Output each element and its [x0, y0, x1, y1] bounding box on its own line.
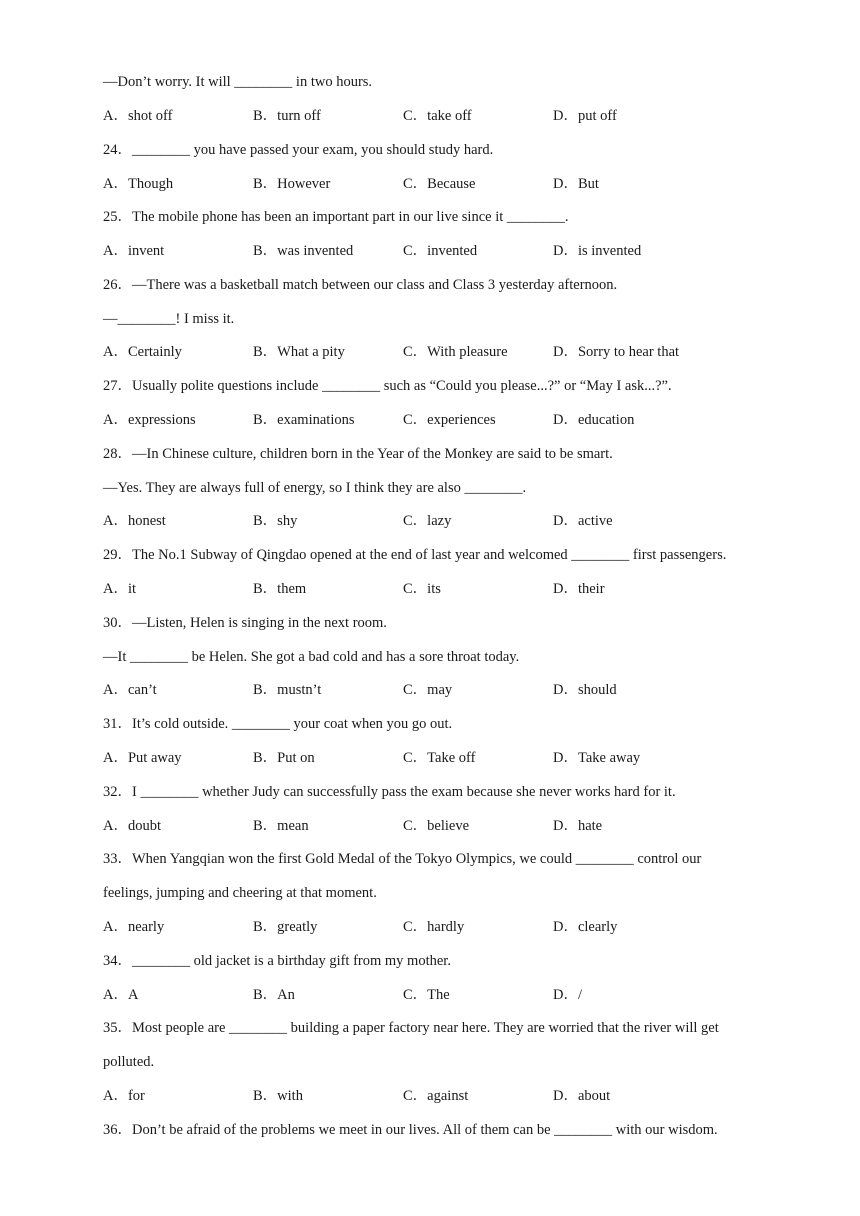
- option-c: C．its: [403, 581, 441, 597]
- option-c: C．take off: [403, 108, 472, 124]
- question-35-options: [103, 1085, 803, 1107]
- option-d: D．clearly: [553, 919, 618, 935]
- question-30-options: [103, 679, 803, 701]
- option-a: A．nearly: [103, 919, 165, 935]
- option-a: A．doubt: [103, 818, 161, 834]
- option-c: C．may: [403, 682, 453, 698]
- option-a: A．Though: [103, 176, 174, 192]
- option-b: B．examinations: [253, 412, 355, 428]
- question-29: 29．The No.1 Subway of Qingdao opened at the end of last year and welcomed ________ first passengers.: [103, 547, 727, 563]
- option-c: C．With pleasure: [403, 344, 508, 360]
- question-27-options: [103, 409, 803, 431]
- option-a: A．Certainly: [103, 344, 182, 360]
- option-d: D．should: [553, 682, 617, 698]
- option-d: D．about: [553, 1088, 611, 1104]
- question-23-answer-prompt: —Don’t worry. It will ________ in two hours.: [103, 74, 373, 90]
- option-b: B．mean: [253, 818, 309, 834]
- option-a: A．invent: [103, 243, 165, 259]
- question-24-options: [103, 173, 803, 195]
- question-33-options: [103, 916, 803, 938]
- option-a: A．it: [103, 581, 137, 597]
- question-26-options: [103, 341, 803, 363]
- question-27: 27．Usually polite questions include ________ such as “Could you please...?” or “May I ask...?”.: [103, 378, 672, 394]
- option-d: D．put off: [553, 108, 617, 124]
- question-28-options: [103, 510, 803, 532]
- question-32: 32．I ________ whether Judy can successfully pass the exam because she never works hard for it.: [103, 784, 676, 800]
- question-28-reply: —Yes. They are always full of energy, so I think they are also ________.: [103, 480, 527, 496]
- option-a: A．expressions: [103, 412, 196, 428]
- option-c: C．believe: [403, 818, 470, 834]
- option-c: C．The: [403, 987, 450, 1003]
- option-b: B．What a pity: [253, 344, 345, 360]
- option-b: B．Put on: [253, 750, 315, 766]
- option-b: B．An: [253, 987, 295, 1003]
- option-c: C．against: [403, 1088, 469, 1104]
- option-b: B．them: [253, 581, 307, 597]
- option-a: A．can’t: [103, 682, 157, 698]
- option-d: D．But: [553, 176, 599, 192]
- option-b: B．However: [253, 176, 331, 192]
- question-33-continued: feelings, jumping and cheering at that moment.: [103, 885, 377, 901]
- question-29-options: [103, 578, 803, 600]
- question-34-options: [103, 984, 803, 1006]
- option-d: D．Sorry to hear that: [553, 344, 680, 360]
- option-b: B．shy: [253, 513, 298, 529]
- option-b: B．turn off: [253, 108, 321, 124]
- question-30: 30．—Listen, Helen is singing in the next room.: [103, 615, 387, 631]
- question-33: 33．When Yangqian won the first Gold Medal of the Tokyo Olympics, we could ________ control our: [103, 851, 702, 867]
- option-a: A．A: [103, 987, 139, 1003]
- question-35-continued: polluted.: [103, 1054, 155, 1070]
- option-d: D．hate: [553, 818, 603, 834]
- question-31: 31．It’s cold outside. ________ your coat when you go out.: [103, 716, 453, 732]
- option-c: C．Take off: [403, 750, 476, 766]
- option-a: A．for: [103, 1088, 145, 1104]
- option-c: C．Because: [403, 176, 476, 192]
- option-b: B．mustn’t: [253, 682, 322, 698]
- option-a: A．shot off: [103, 108, 173, 124]
- question-25-options: [103, 240, 803, 262]
- option-d: D．active: [553, 513, 613, 529]
- option-b: B．greatly: [253, 919, 318, 935]
- option-a: A．Put away: [103, 750, 182, 766]
- question-34: 34．________ old jacket is a birthday gift from my mother.: [103, 953, 451, 969]
- option-a: A．honest: [103, 513, 166, 529]
- option-d: D．Take away: [553, 750, 641, 766]
- question-32-options: [103, 815, 803, 837]
- question-25: 25．The mobile phone has been an important part in our live since it ________.: [103, 209, 569, 225]
- option-d: D．is invented: [553, 243, 642, 259]
- option-b: B．was invented: [253, 243, 354, 259]
- option-c: C．hardly: [403, 919, 465, 935]
- option-d: D．their: [553, 581, 605, 597]
- question-24: 24．________ you have passed your exam, you should study hard.: [103, 142, 494, 158]
- option-b: B．with: [253, 1088, 303, 1104]
- question-35: 35．Most people are ________ building a paper factory near here. They are worried that the river will get: [103, 1020, 719, 1036]
- question-30-reply: —It ________ be Helen. She got a bad cold and has a sore throat today.: [103, 649, 520, 665]
- question-23-options: [103, 105, 803, 127]
- option-d: D．/: [553, 987, 582, 1003]
- question-36: 36．Don’t be afraid of the problems we meet in our lives. All of them can be ________ with our wisdom.: [103, 1122, 718, 1138]
- question-28: 28．—In Chinese culture, children born in the Year of the Monkey are said to be smart.: [103, 446, 613, 462]
- option-c: C．experiences: [403, 412, 496, 428]
- question-26-reply: —________! I miss it.: [103, 311, 235, 327]
- question-31-options: [103, 747, 803, 769]
- question-26: 26．—There was a basketball match between our class and Class 3 yesterday afternoon.: [103, 277, 618, 293]
- option-c: C．invented: [403, 243, 478, 259]
- option-d: D．education: [553, 412, 635, 428]
- option-c: C．lazy: [403, 513, 452, 529]
